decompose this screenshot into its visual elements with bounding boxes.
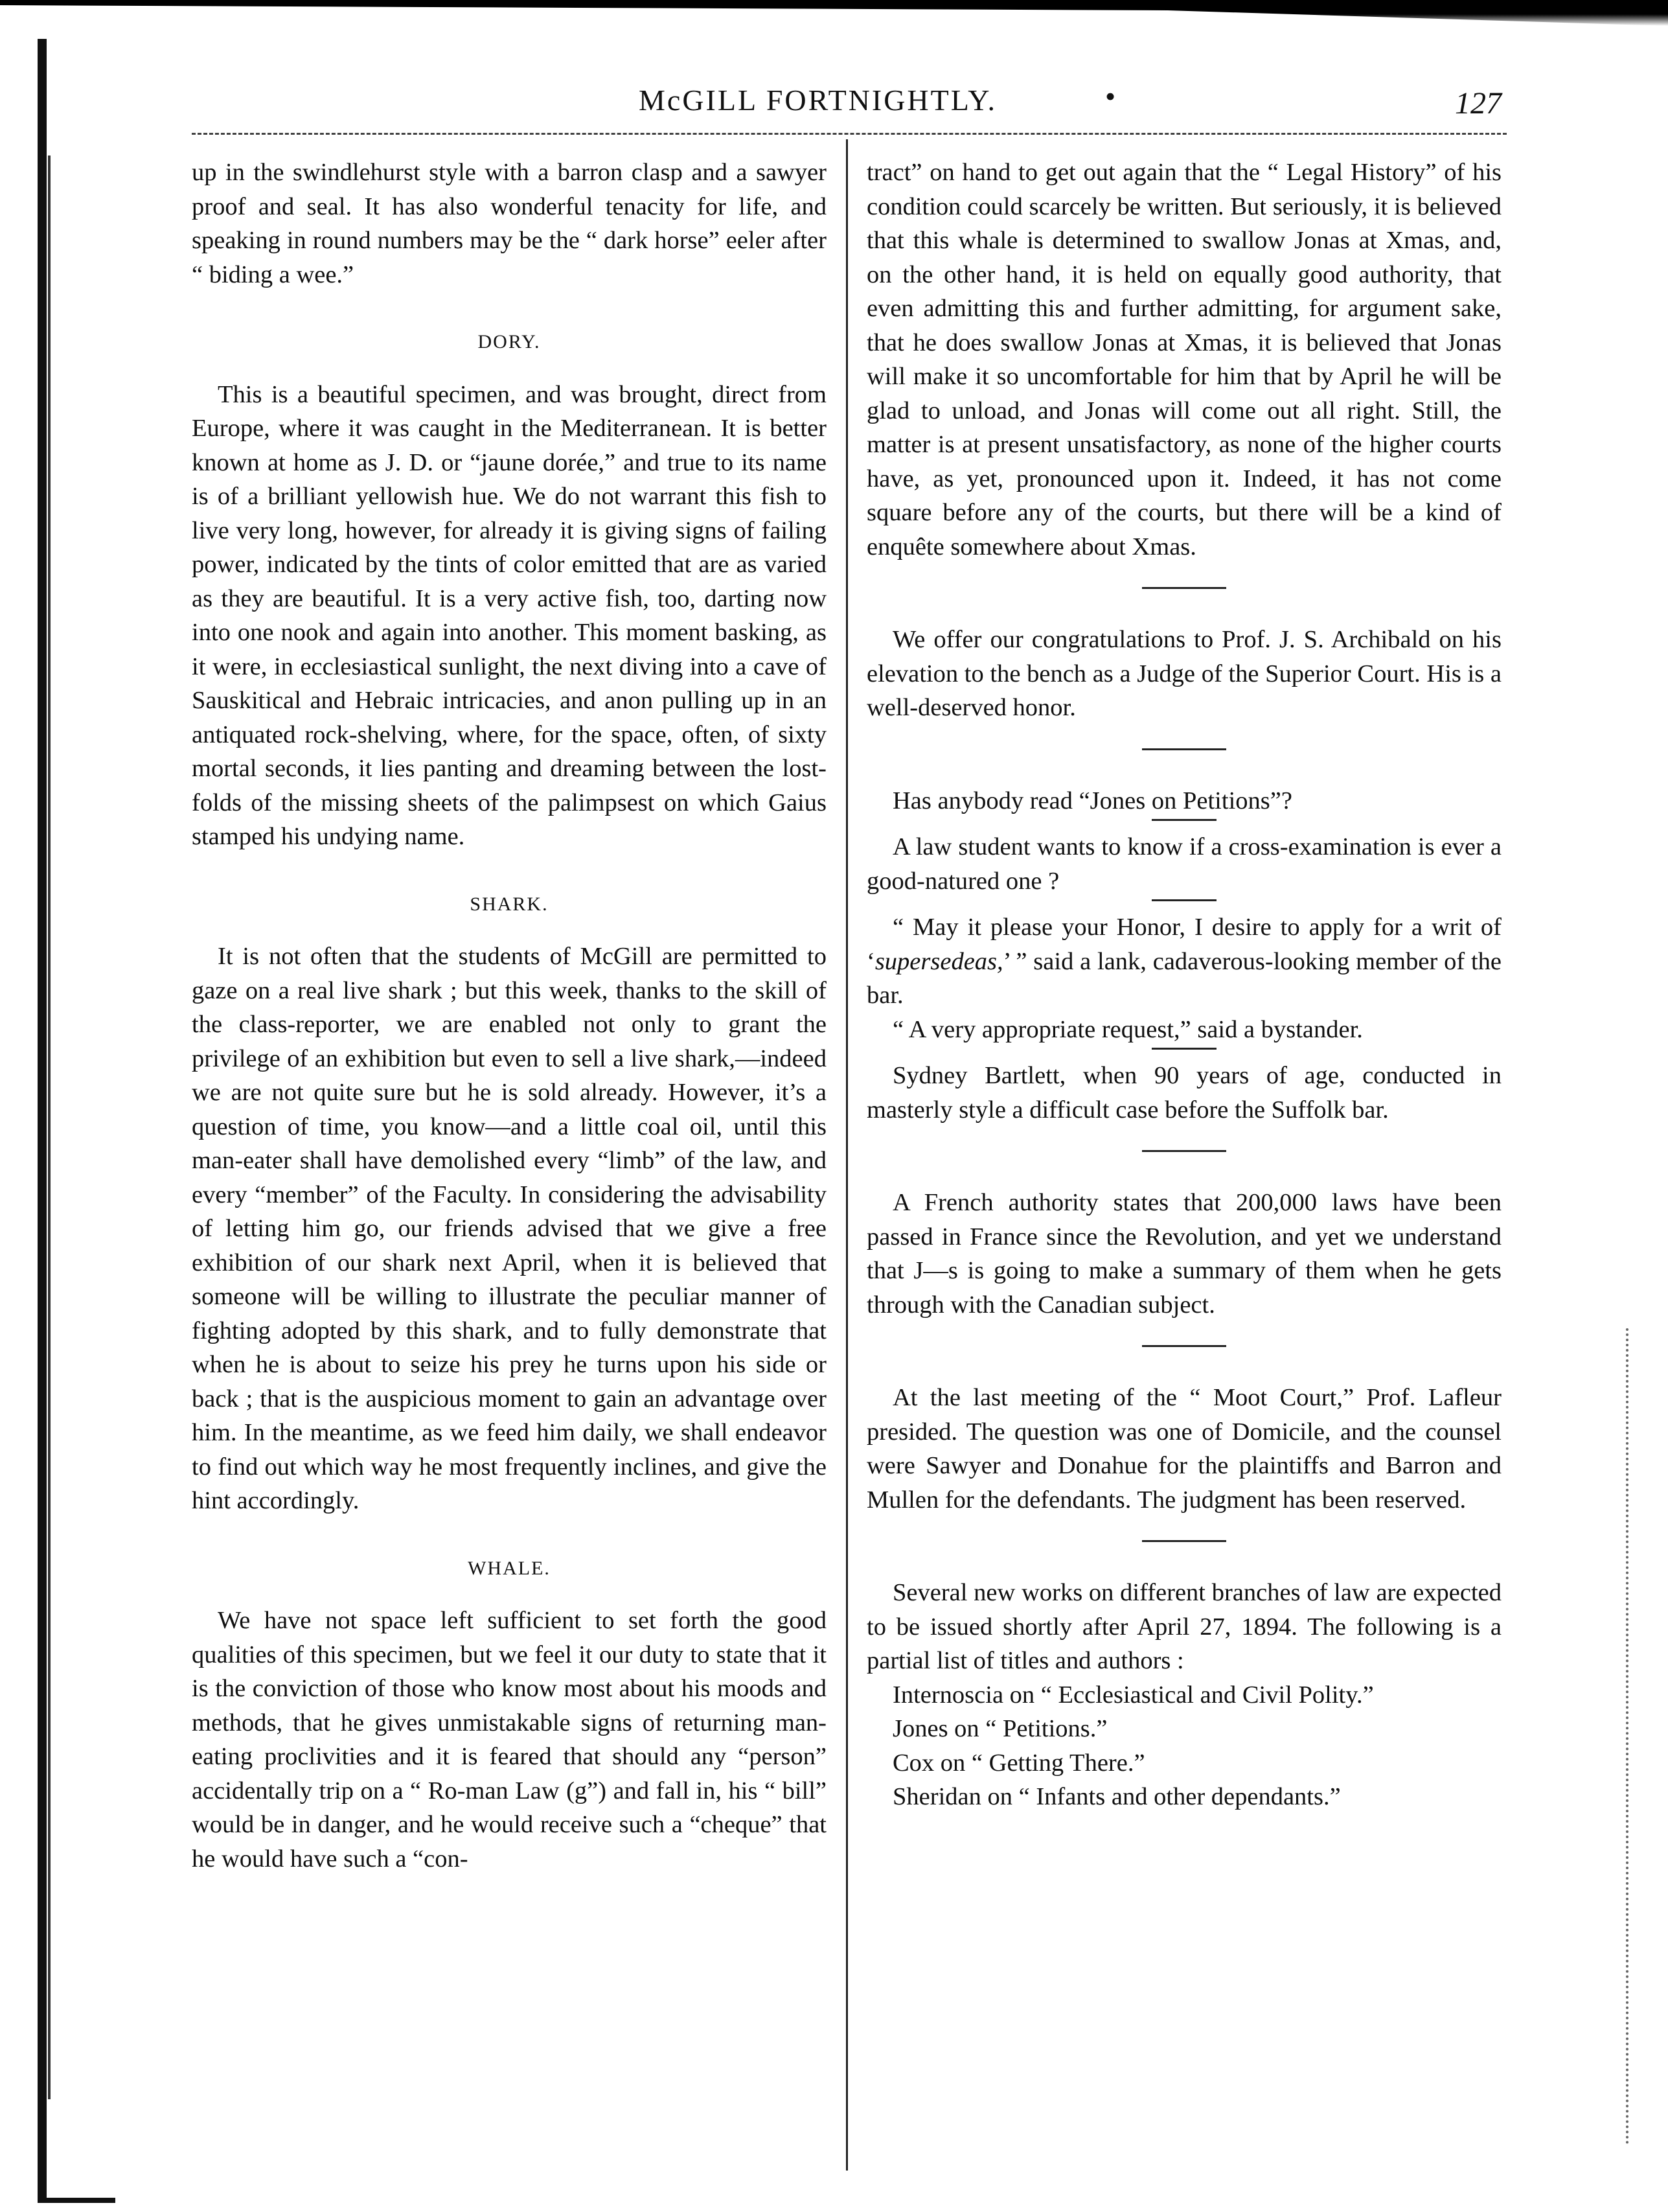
book-list xyxy=(867,1678,1502,1814)
supersedeas-suffix: ’ ” said a lank, cadaverous-looking member of the bar. xyxy=(867,947,1502,1009)
scan-specks xyxy=(1626,1328,1634,2145)
column-divider xyxy=(846,139,848,2171)
list-item: Jones on “ Petitions.” xyxy=(893,1715,1108,1742)
separator-rule xyxy=(1142,1540,1226,1542)
binding-shadow xyxy=(48,156,51,2099)
intro-paragraph: up in the swindlehurst style with a barron clasp and a sawyer proof and seal. It has also wonderful tenacity for life, and speaking in round numbers may be the “ dark horse” eeler after “ biding a wee.” xyxy=(192,159,827,288)
page-number: 127 xyxy=(1455,86,1502,121)
separator-rule xyxy=(1142,587,1226,589)
supersedeas-paragraph xyxy=(867,910,1502,1013)
separator-rule xyxy=(1142,1345,1226,1347)
shark-paragraph: It is not often that the students of McGill are permitted to gaze on a real live shark ; but this week, thanks to the skill of the class-reporter, we are enabled not only to grant the privilege of an exhibition but even to sell a live shark,—indeed we are not quite sure but he is sold already. However, it’s a question of time, you know—and a little coal oil, until this man-eater shall have demolished every “limb” of the law, and every “member” of the Faculty. In considering the advisability of letting him go, our friends advised that we give a free exhibition of our shark next April, when it is believed that someone will be willing to illustrate the peculiar manner of fighting adopted by this shark, and to fully demonstrate that when he is about to seize his prey he turns upon his side or back ; that is the auspicious moment to gain an advantage over him. In the meantime, as we feed him daily, we shall endeavor to find out which way he most frequently inclines, and give the hint accordingly. xyxy=(192,943,827,1514)
page-header xyxy=(192,80,1521,128)
journal-title: McGILL FORTNIGHTLY. xyxy=(639,84,998,117)
page-top-border xyxy=(0,0,1668,26)
separator-rule xyxy=(1142,748,1226,750)
dory-paragraph: This is a beautiful specimen, and was brought, direct from Europe, where it was caught in the Mediterranean. It is better known at home as J. D. or “jaune dorée,” and true to its name is of a brilliant yellowish hue. We do not warrant this fish to live very long, however, for already it is giving signs of failing power, indicated by the tints of color emitted that are as varied as they are beautiful. It is a very active fish, too, darting now into one nook and again into another. This moment basking, as it were, in ecclesiastical sunlight, the next diving into a cave of Sauskitical and Hebraic intricacies, and anon pulling up in an antiquated rock-shelving, where, for the space, often, of sixty mortal seconds, it lies panting and dreaming between the lost-folds of the missing sheets of the palimpsest on which Gaius stamped his undying name. xyxy=(192,380,827,850)
petitions-question: Has anybody read “Jones on Petitions”? xyxy=(893,787,1292,814)
supersedeas-prefix: “ May it please your Honor, I desire to apply for a writ of ‘ xyxy=(867,914,1502,975)
section-heading-whale: WHALE. xyxy=(468,1557,551,1579)
binding-edge xyxy=(38,39,47,2203)
bystander-paragraph: “ A very appropriate request,” said a bystander. xyxy=(893,1015,1363,1043)
whale-paragraph: We have not space left sufficient to set forth the good qualities of this specimen, but we feel it our duty to state that it is the conviction of those who know most about his moods and methods, that he gives unmistakable signs of returning man-eating proclivities and it is feared that should any “person” accidentally trip on a “ Ro-man Law (g”) and fall in, his “ bill” would be in danger, and he would receive such a “cheque” that he would have such a “con- xyxy=(192,1607,827,1872)
bartlett-paragraph: Sydney Bartlett, when 90 years of age, conducted in masterly style a difficult case before the Suffolk bar. xyxy=(867,1062,1502,1123)
whale-continuation-paragraph: tract” on hand to get out again that the “ Legal History” of his condition could scarcely be written. But seriously, it is believed that this whale is determined to swallow Jonas at Xmas, and, on the other hand, it is held on equally good authority, that even admitting this and further admitting, for argument sake, that he does swallow Jonas at Xmas, it is believed that Jonas will make it so uncomfortable for him that by April he will be glad to unload, and Jonas will come out all right. Still, the matter is at present unsatisfactory, as none of the higher courts have, as yet, pronounced upon it. Indeed, it has not come square before any of the courts, but there will be a kind of enquête somewhere about Xmas. xyxy=(867,159,1502,560)
section-heading-shark: SHARK. xyxy=(470,893,549,915)
separator-rule xyxy=(1152,899,1217,901)
left-column xyxy=(192,156,827,1876)
supersedeas-word: supersedeas, xyxy=(874,947,1003,975)
separator-rule xyxy=(1142,1150,1226,1152)
congratulations-paragraph: We offer our congratulations to Prof. J. S. Archibald on his elevation to the bench as a Judge of the Superior Court. His is a well-deserved honor. xyxy=(867,626,1502,721)
header-rule xyxy=(192,133,1507,137)
list-item: Sheridan on “ Infants and other dependants.” xyxy=(893,1783,1341,1810)
binding-foot xyxy=(38,2198,115,2203)
separator-rule xyxy=(1152,1048,1217,1050)
header-dot: • xyxy=(1105,80,1116,113)
cross-exam-paragraph: A law student wants to know if a cross-examination is ever a good-natured one ? xyxy=(867,833,1502,895)
french-laws-paragraph: A French authority states that 200,000 laws have been passed in France since the Revolution, and yet we understand that J—s is going to make a summary of them when he gets through with the Canadian subject. xyxy=(867,1189,1502,1319)
right-column xyxy=(867,156,1502,1814)
list-item: Cox on “ Getting There.” xyxy=(893,1749,1145,1777)
moot-court-paragraph: At the last meeting of the “ Moot Court,” Prof. Lafleur presided. The question was one of Domicile, and the counsel were Sawyer and Donahue for the plaintiffs and Barron and Mullen for the defendants. The judgment has been reserved. xyxy=(867,1384,1502,1514)
separator-rule xyxy=(1152,819,1217,821)
section-heading-dory: DORY. xyxy=(477,331,541,352)
list-item: Internoscia on “ Ecclesiastical and Civil Polity.” xyxy=(893,1681,1374,1709)
new-works-paragraph: Several new works on different branches of law are expected to be issued shortly after April 27, 1894. The following is a partial list of titles and authors : xyxy=(867,1579,1502,1674)
